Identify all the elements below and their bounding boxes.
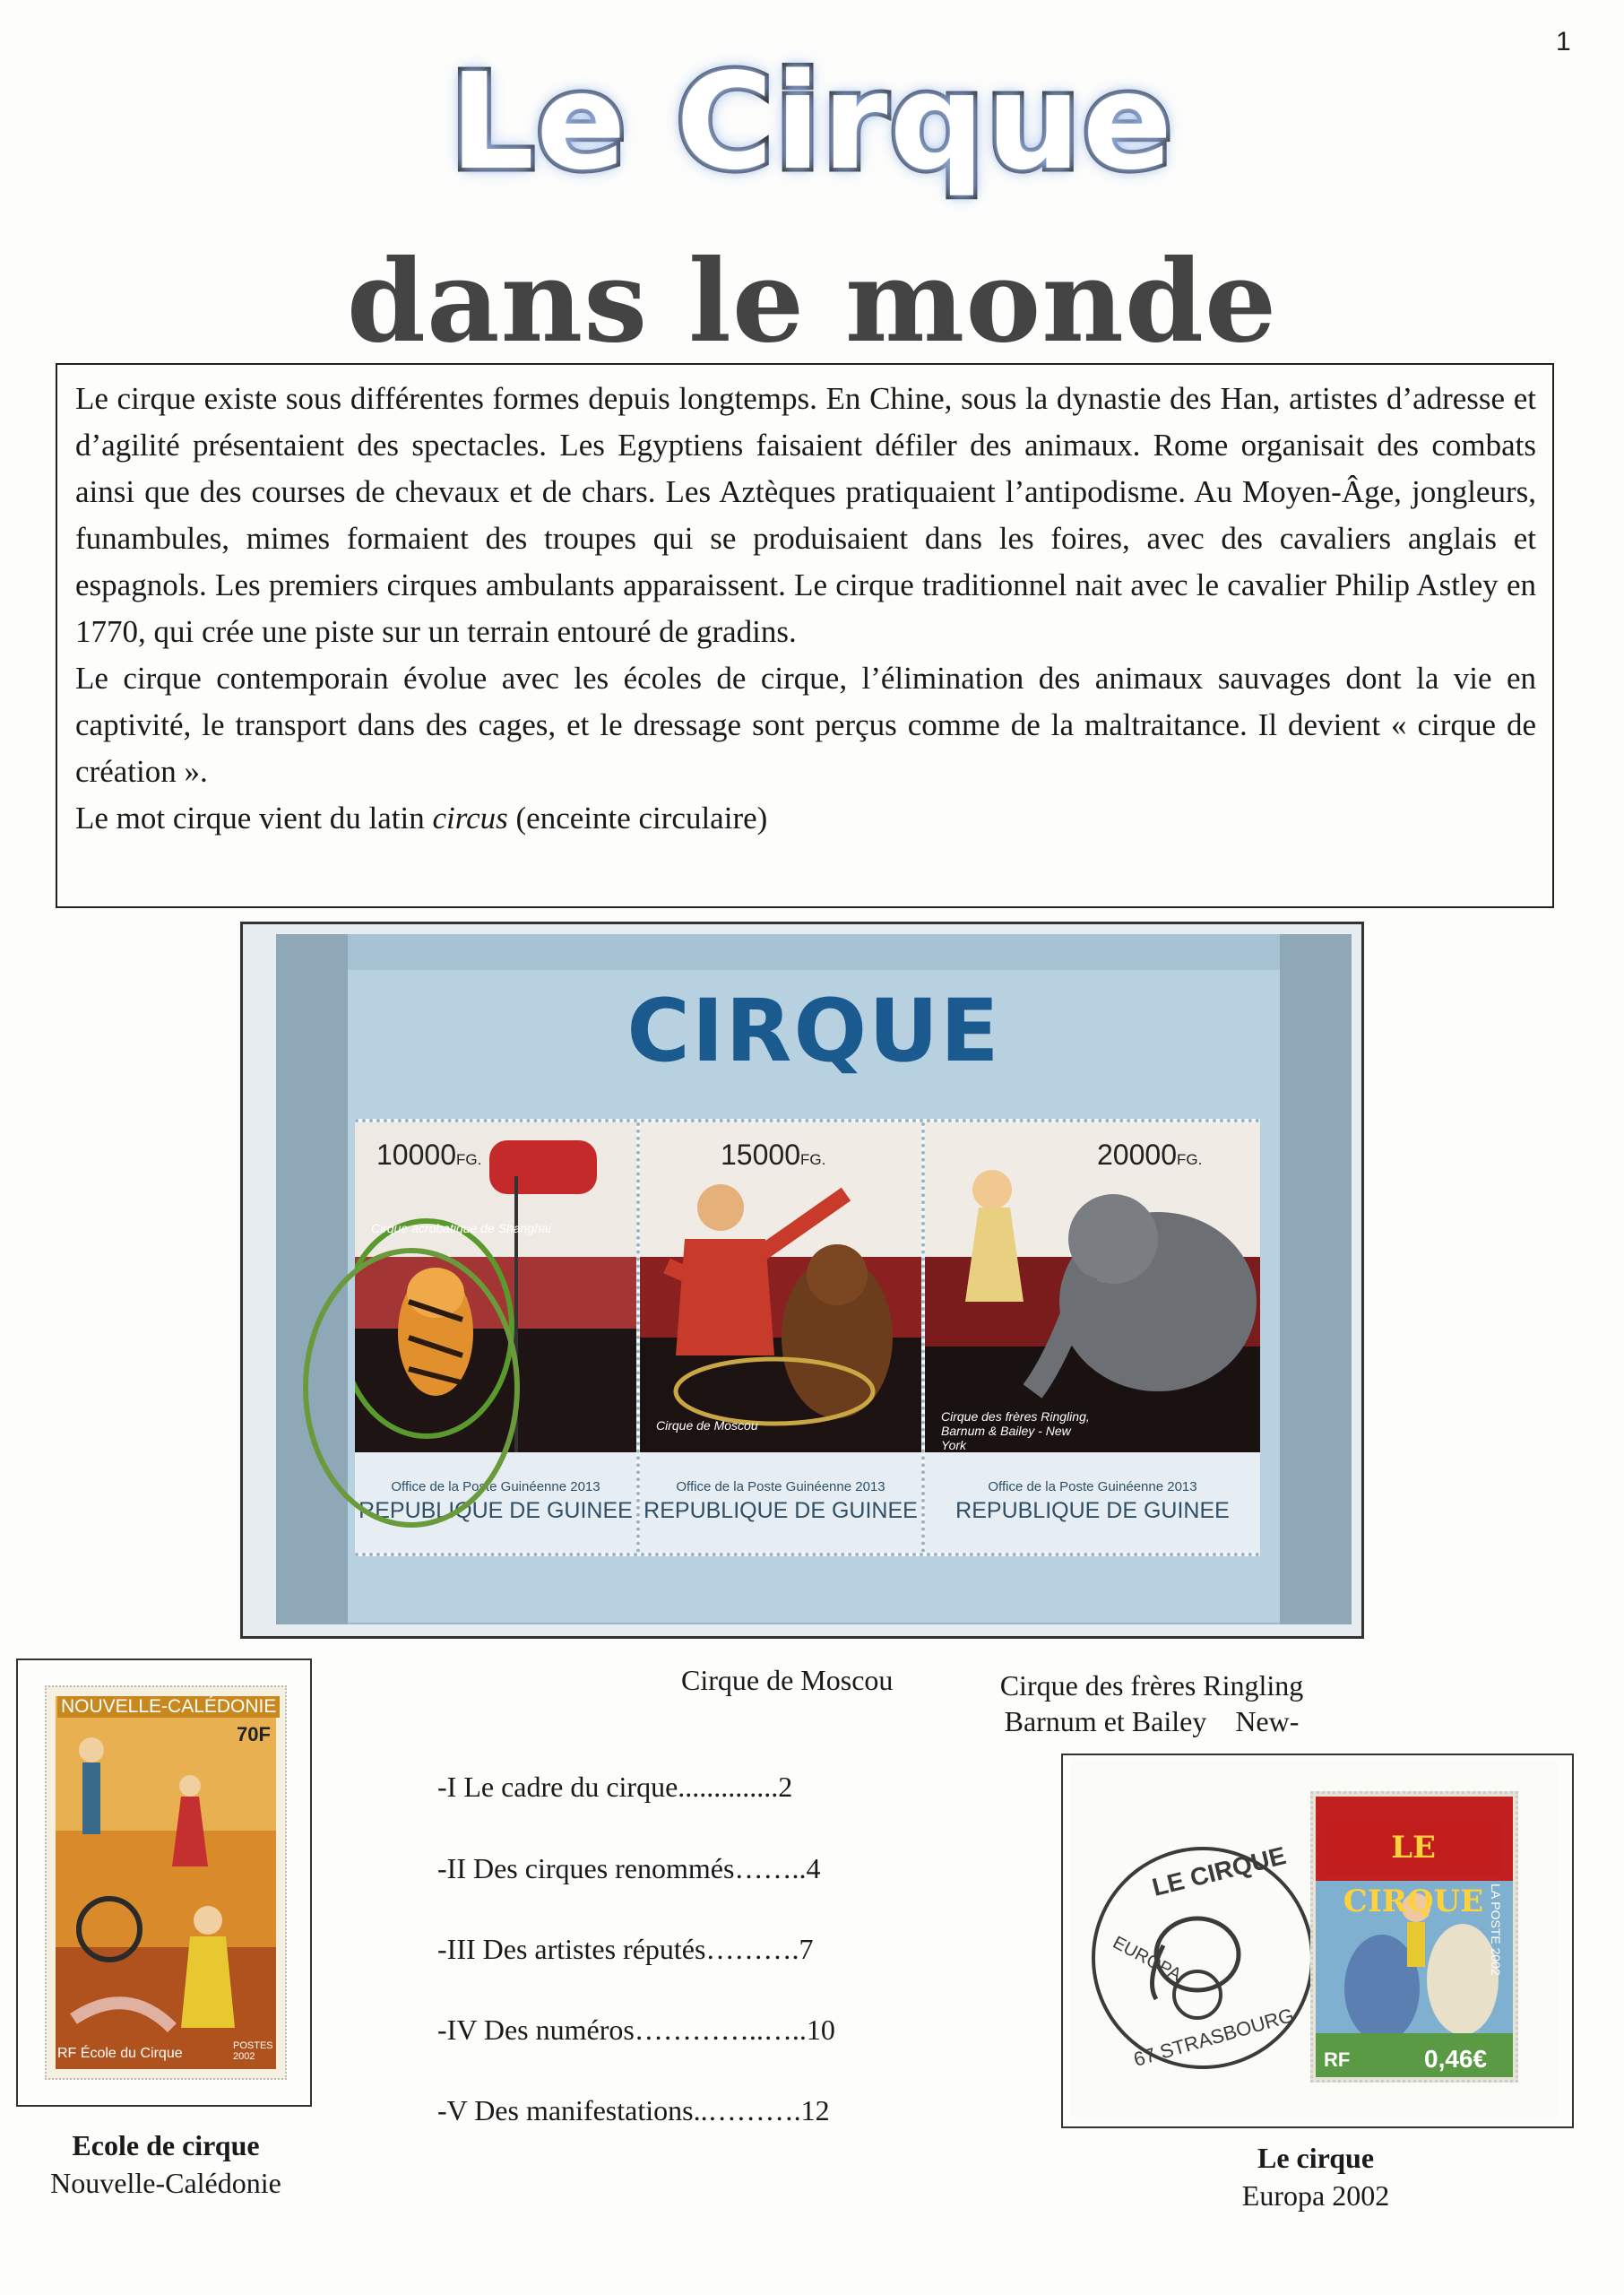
postmark-left-text: EUROPA	[1109, 1932, 1185, 1986]
europa-stamp-banner: LE CIRQUE	[1326, 1821, 1501, 1875]
stamp-office-2: Office de la Poste Guinéenne 2013	[676, 1479, 885, 1494]
intro-paragraph-2: Le cirque contemporain évolue avec les écoles de cirque, l’élimination des animaux sauvages dont la vie en captivité, le transport dans des cages, et le dressage sont perçus comme de la maltraitance. Il devient « cirque de création ».	[75, 661, 1536, 789]
toc-item-1: -I Le cadre du cirque..............2	[437, 1771, 793, 1803]
toc-item-4: -IV Des numéros…………..…..10	[437, 2014, 835, 2046]
hoop-decoration	[303, 1248, 520, 1528]
stamp-office-1: Office de la Poste Guinéenne 2013	[391, 1479, 600, 1494]
stamp-ringling-illustration	[925, 1122, 1260, 1452]
stamp-footer-3	[925, 1452, 1260, 1553]
caption-ecole	[18, 2126, 314, 2202]
intro-text-box	[56, 363, 1554, 908]
caption-ecole-line2: Nouvelle-Calédonie	[50, 2167, 281, 2199]
nc-stamp-label: RF École du Cirque	[57, 2046, 183, 2061]
souvenir-sheet	[276, 934, 1352, 1624]
page-title-line2: dans le monde	[346, 235, 1278, 368]
intro-p3-suffix: (enceinte circulaire)	[507, 801, 768, 836]
stamp-ringling	[925, 1122, 1260, 1553]
europa-stamp-value: 0,46€	[1424, 2045, 1488, 2073]
stamp-office-3: Office de la Poste Guinéenne 2013	[988, 1479, 1197, 1494]
stamp-caption-2: Cirque de Moscou	[656, 1418, 758, 1433]
stamp-moscou-illustration	[640, 1122, 921, 1452]
nc-stamp-illustration	[56, 1696, 276, 2069]
europa-stamp	[1310, 1791, 1518, 2083]
caption-ringling	[986, 1667, 1317, 1739]
europa-stamp-issuer: LA POSTE 2002	[1489, 1884, 1503, 1976]
europa-stamp-rf: RF	[1324, 2048, 1351, 2071]
caption-le-cirque-line1: Le cirque	[1257, 2142, 1375, 2174]
caption-ringling-line1: Cirque des frères Ringling	[999, 1669, 1304, 1702]
intro-paragraph-1: Le cirque existe sous différentes formes depuis longtemps. En Chine, sous la dynastie des Han, artistes d’adresse et d’agilité présentaient des spectacles. Les Egyptiens faisaient défiler des animaux. Rome organisait des combats ainsi que des courses de chevaux et de chars. Les Aztèques pratiquaient l’antipodisme. Au Moyen-Âge, jongleurs, funambules, mimes formaient des troupes qui se produisaient dans les foires, avec des cavaliers anglais et espagnols. Les premiers cirques ambulants apparaissent. Le cirque traditionnel nait avec le cavalier Philip Astley en 1770, qui crée une piste sur un terrain entouré de gradins.	[75, 381, 1536, 649]
nc-stamp-country: NOUVELLE-CALÉDONIE	[57, 1696, 280, 1718]
nc-stamp-postes: POSTES 2002	[233, 2040, 273, 2062]
postmark-bottom-text: 67 STRASBOURG	[1130, 2004, 1297, 2071]
postmark-top-text: LE CIRQUE	[1149, 1841, 1289, 1901]
stamp-moscou	[640, 1122, 921, 1553]
stamp-caption-3: Cirque des frères Ringling, Barnum & Bailey - New York	[941, 1409, 1090, 1452]
caption-ringling-line2: Barnum et Bailey New-	[1004, 1705, 1300, 1737]
caption-ecole-line1: Ecole de cirque	[72, 2129, 260, 2161]
sheet-title: CIRQUE	[626, 981, 1001, 1081]
nc-stamp-value: 70F	[237, 1723, 271, 1745]
stamp-country-2: REPUBLIQUE DE GUINEE	[644, 1498, 918, 1523]
page-number: 1	[1556, 27, 1571, 56]
nc-stamp	[45, 1685, 287, 2080]
stamp-caption-1: Cirque acrobatique de Shanghai	[371, 1221, 551, 1235]
toc-item-3: -III Des artistes réputés……….7	[437, 1933, 814, 1965]
caption-moscou: Cirque de Moscou	[681, 1664, 894, 1696]
stamp-country-1: REPUBLIQUE DE GUINEE	[358, 1498, 633, 1523]
caption-le-cirque-line2: Europa 2002	[1241, 2179, 1390, 2212]
stamp-value-1: 10000FG.	[376, 1139, 482, 1171]
stamp-value-2: 15000FG.	[721, 1139, 826, 1171]
toc-item-5: -V Des manifestations..……….12	[437, 2094, 830, 2126]
intro-paragraph-3	[75, 795, 1536, 842]
postmark	[1092, 1841, 1314, 2071]
sheet-top-band	[276, 934, 1352, 970]
intro-p3-prefix: Le mot cirque vient du latin	[75, 801, 433, 836]
intro-p3-italic: circus	[432, 801, 508, 836]
caption-le-cirque	[1119, 2139, 1513, 2214]
stamp-value-3: 20000FG.	[1097, 1139, 1203, 1171]
page-title-line1: Le Cirque	[449, 45, 1175, 199]
stamp-country-3: REPUBLIQUE DE GUINEE	[955, 1498, 1230, 1523]
stamp-footer-2	[640, 1452, 921, 1553]
toc-item-2: -II Des cirques renommés……..4	[437, 1852, 821, 1884]
